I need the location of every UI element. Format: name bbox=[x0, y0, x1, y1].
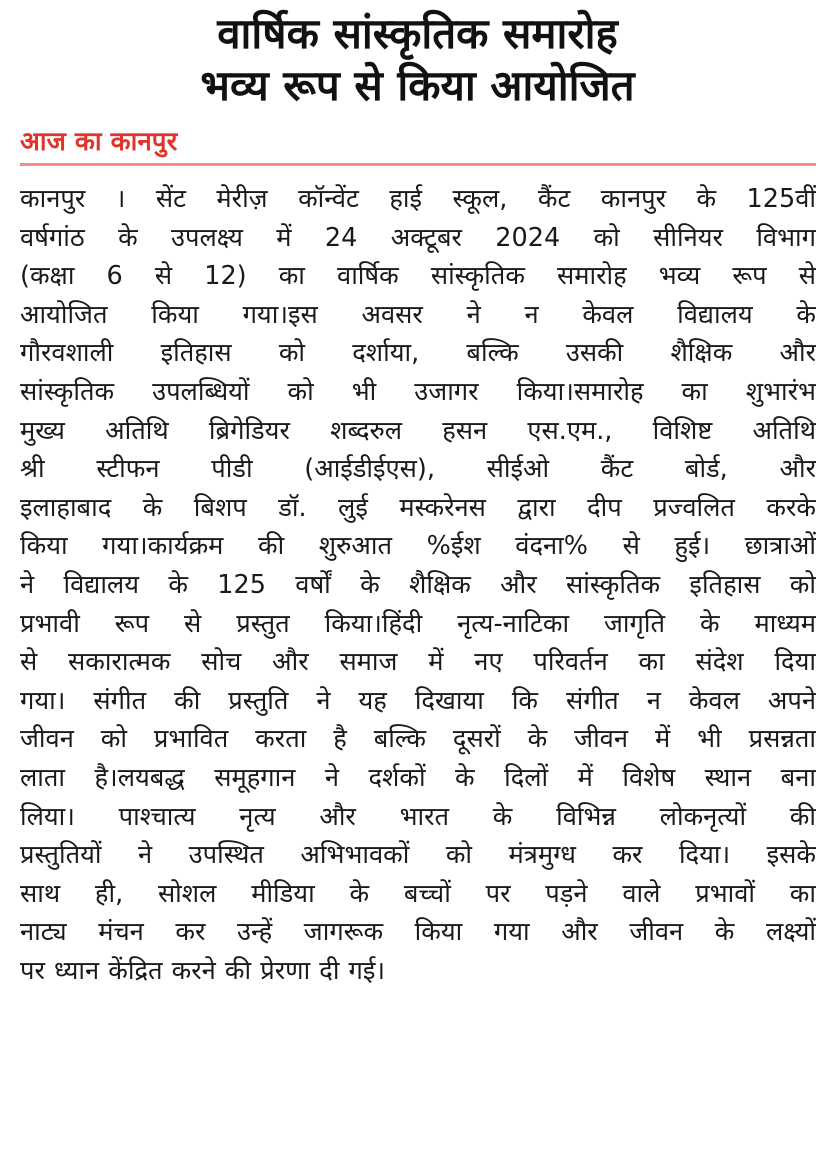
article-body bbox=[20, 180, 816, 990]
body-line: पर ध्यान केंद्रित करने की प्रेरणा दी गई। bbox=[20, 955, 386, 986]
body-line: लिया। पाश्चात्य नृत्य और भारत के विभिन्न लोकनृत्यों की bbox=[20, 801, 816, 832]
headline-line-1: वार्षिक सांस्कृतिक समारोह bbox=[217, 9, 618, 58]
body-line: किया गया।कार्यक्रम की शुरुआत %ईश वंदना% से हुई। छात्राओं bbox=[20, 531, 816, 562]
body-line: साथ ही, सोशल मीडिया के बच्चों पर पड़ने वाले प्रभावों का bbox=[20, 878, 816, 909]
body-line: (कक्षा 6 से 12) का वार्षिक सांस्कृतिक समारोह भव्य रूप से bbox=[20, 261, 816, 292]
body-line: ने विद्यालय के 125 वर्षों के शैक्षिक और सांस्कृतिक इतिहास को bbox=[20, 569, 816, 600]
body-line: नाट्य मंचन कर उन्हें जागरूक किया गया और जीवन के लक्ष्यों bbox=[20, 917, 816, 948]
body-line: वर्षगांठ के उपलक्ष्य में 24 अक्टूबर 2024 को सीनियर विभाग bbox=[20, 222, 816, 253]
body-line: श्री स्टीफन पीडी (आईडीईएस), सीईओ कैंट बोर्ड, और bbox=[20, 454, 816, 485]
body-line: कानपुर । सेंट मेरीज़ कॉन्वेंट हाई स्कूल, कैंट कानपुर के 125वीं bbox=[20, 184, 816, 214]
body-line: इलाहाबाद के बिशप डॉ. लुई मस्करेनस द्वारा दीप प्रज्वलित करके bbox=[20, 492, 816, 523]
body-line: मुख्य अतिथि ब्रिगेडियर शब्दरुल हसन एस.एम., विशिष्ट अतिथि bbox=[20, 415, 816, 446]
body-line: लाता है।लयबद्ध समूहगान ने दर्शकों के दिलों में विशेष स्थान बना bbox=[20, 762, 816, 793]
article-headline bbox=[0, 0, 835, 112]
body-line: जीवन को प्रभावित करता है बल्कि दूसरों के जीवन में भी प्रसन्नता bbox=[20, 724, 816, 755]
headline-line-2: भव्य रूप से किया आयोजित bbox=[200, 61, 635, 110]
body-line: आयोजित किया गया।इस अवसर ने न केवल विद्यालय के bbox=[20, 299, 816, 330]
dateline-row bbox=[20, 122, 816, 170]
dateline: आज का कानपुर bbox=[20, 127, 178, 157]
body-line: गया। संगीत की प्रस्तुति ने यह दिखाया कि संगीत न केवल अपने bbox=[20, 685, 816, 716]
body-line: से सकारात्मक सोच और समाज में नए परिवर्तन का संदेश दिया bbox=[20, 647, 816, 678]
body-line: प्रभावी रूप से प्रस्तुत किया।हिंदी नृत्य-नाटिका जागृति के माध्यम bbox=[20, 608, 816, 639]
body-line: गौरवशाली इतिहास को दर्शाया, बल्कि उसकी शैक्षिक और bbox=[20, 338, 816, 369]
body-line: सांस्कृतिक उपलब्धियों को भी उजागर किया।समारोह का शुभारंभ bbox=[20, 376, 816, 407]
body-line: प्रस्तुतियों ने उपस्थित अभिभावकों को मंत्रमुग्ध कर दिया। इसके bbox=[20, 840, 816, 871]
dateline-divider bbox=[20, 163, 816, 166]
